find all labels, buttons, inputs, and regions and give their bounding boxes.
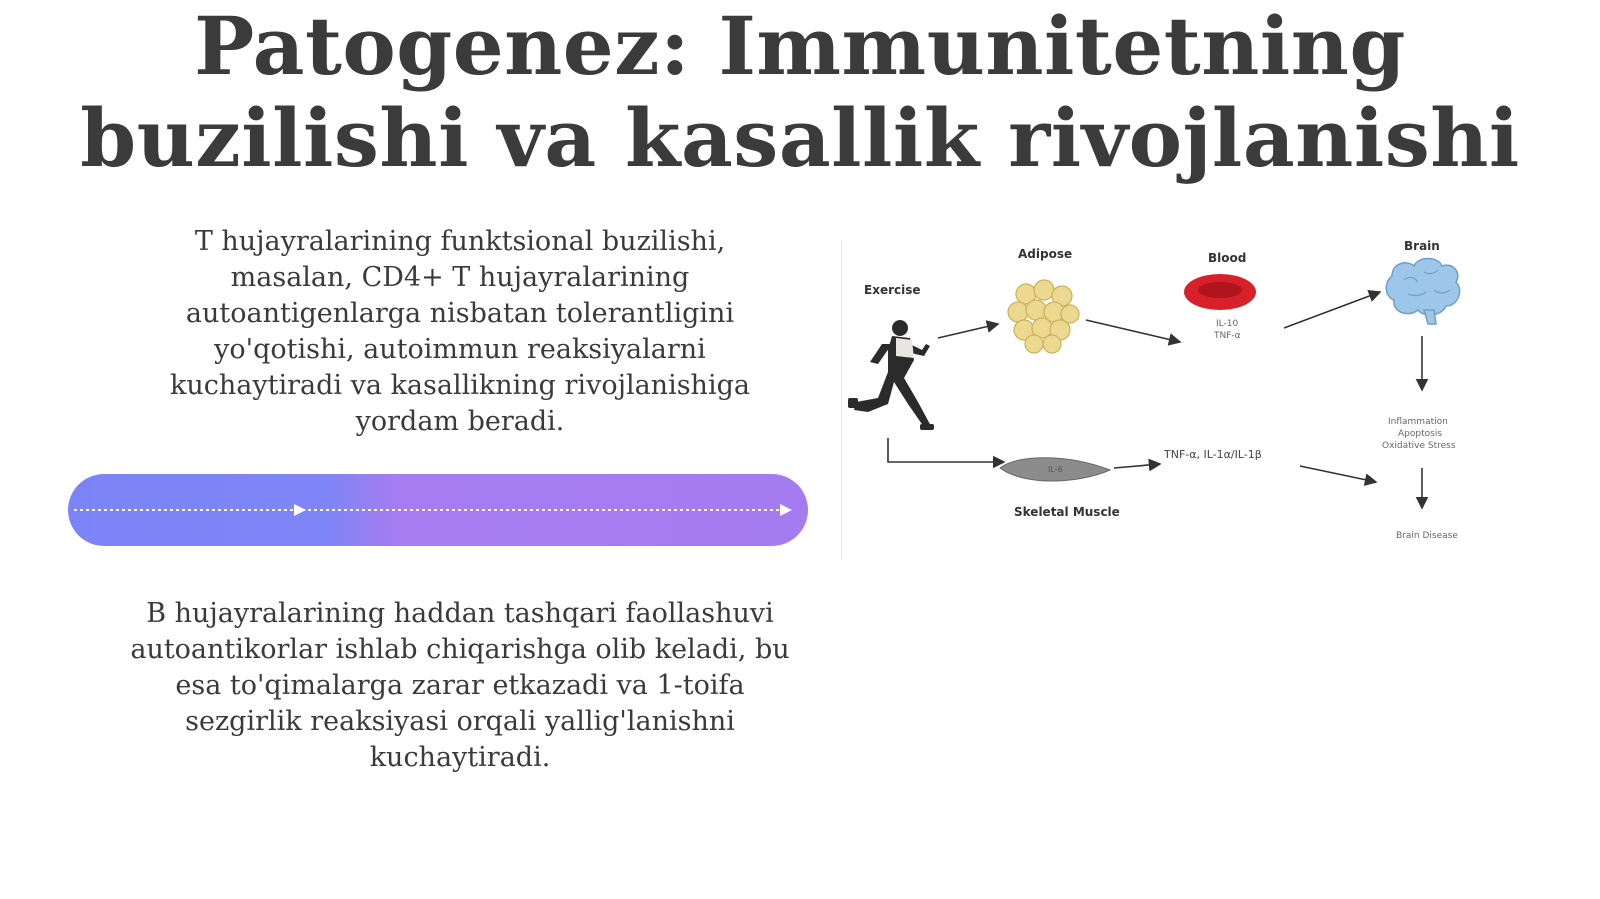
page-title bbox=[0, 0, 1600, 184]
label-muscle-inner: IL-6 bbox=[1048, 465, 1063, 474]
label-blood-cytokine-2: TNF-α bbox=[1214, 331, 1241, 341]
t-cell-paragraph: T hujayralarining funktsional buzilishi, masalan, CD4+ T hujayralarining autoantigenlarga nisbatan tolerantligini yo'qotishi, autoimmun reaksiyalarni kuchaytiradi va kasallikning rivojlanishiga yordam beradi. bbox=[170, 226, 750, 437]
label-apoptosis: Apoptosis bbox=[1398, 429, 1443, 439]
label-blood-cytokine-1: IL-10 bbox=[1216, 319, 1239, 329]
timeline-arrows bbox=[68, 474, 808, 546]
b-cell-paragraph: B hujayralarining haddan tashqari faollashuvi autoantikorlar ishlab chiqarishga olib keladi, bu esa to'qimalarga zarar etkazadi va 1-toifa sezgirlik reaksiyasi orqali yallig'lanishni kuchaytiradi. bbox=[130, 598, 790, 773]
label-muscle-cytokines: TNF-α, IL-1α/IL-1β bbox=[1164, 448, 1262, 461]
title-line-1: Patogenez: Immunitetning bbox=[194, 0, 1406, 93]
timeline-bar bbox=[68, 474, 808, 546]
label-inflammation: Inflammation bbox=[1388, 417, 1448, 427]
exercise-pathway-figure bbox=[848, 232, 1488, 562]
label-blood: Blood bbox=[1208, 251, 1247, 265]
label-brain: Brain bbox=[1404, 239, 1440, 253]
divider bbox=[841, 240, 842, 560]
blood-cell-icon bbox=[1184, 274, 1256, 310]
skeletal-muscle-icon bbox=[1000, 458, 1110, 481]
adipose-icon bbox=[1008, 280, 1079, 353]
runner-icon bbox=[848, 320, 934, 430]
label-skeletal-muscle: Skeletal Muscle bbox=[1014, 505, 1120, 519]
arrow-head-icon bbox=[294, 504, 306, 516]
arrow-head-icon bbox=[780, 504, 792, 516]
title-line-2: buzilishi va kasallik rivojlanishi bbox=[80, 91, 1520, 185]
label-exercise: Exercise bbox=[864, 283, 921, 297]
label-oxidative-stress: Oxidative Stress bbox=[1382, 441, 1456, 451]
runner-shirt bbox=[896, 338, 914, 358]
label-brain-disease: Brain Disease bbox=[1396, 531, 1458, 541]
label-adipose: Adipose bbox=[1018, 247, 1073, 261]
